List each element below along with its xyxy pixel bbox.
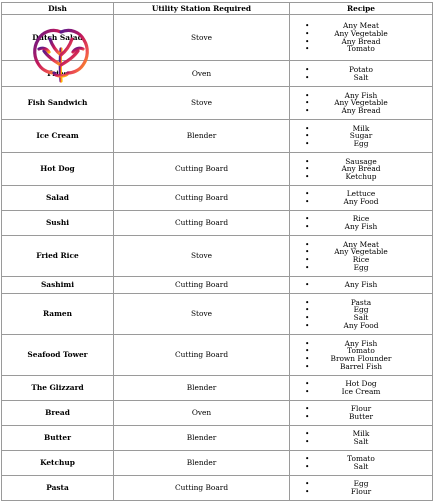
dish-name: Fish Sandwich	[2, 87, 114, 120]
ingredient-item: • Any Food	[290, 322, 432, 330]
ingredient-item: • Hot Dog	[290, 380, 432, 388]
ingredient-item: • Milk	[290, 430, 432, 438]
table-row	[2, 376, 433, 401]
header-station: Utility Station Required	[114, 3, 290, 15]
dish-name: Fried Rice	[2, 236, 114, 277]
recipe-cell	[290, 120, 433, 153]
ingredient-item: • Any Bread	[290, 38, 432, 46]
recipe-cell	[290, 61, 433, 87]
dish-name: The Glizzard	[2, 376, 114, 401]
header-dish: Dish	[2, 3, 114, 15]
ingredient-item: • Salt	[290, 314, 432, 322]
station-name: Stove	[114, 294, 290, 335]
ingredient-item: • Egg	[290, 140, 432, 148]
dish-name: Butter	[2, 426, 114, 451]
table-row	[2, 426, 433, 451]
recipe-list	[290, 66, 432, 81]
table-row	[2, 294, 433, 335]
dish-name: Dutch Salad	[2, 15, 114, 61]
station-name: Stove	[114, 15, 290, 61]
ingredient-item: • Rice	[290, 215, 432, 223]
recipe-list	[290, 340, 432, 370]
ingredient-item: • Any Vegetable	[290, 30, 432, 38]
station-name: Blender	[114, 376, 290, 401]
recipe-cell	[290, 211, 433, 236]
station-name: Stove	[114, 236, 290, 277]
ingredient-item: • Potato	[290, 66, 432, 74]
dish-name: Hot Dog	[2, 153, 114, 186]
ingredient-item: • Pasta	[290, 299, 432, 307]
recipe-list	[290, 158, 432, 181]
recipe-cell	[290, 15, 433, 61]
dish-name: Salad	[2, 186, 114, 211]
station-name: Cutting Board	[114, 153, 290, 186]
ingredient-item: • Any Vegetable	[290, 248, 432, 256]
table-row	[2, 236, 433, 277]
station-name: Oven	[114, 401, 290, 426]
table-row	[2, 186, 433, 211]
recipe-cell	[290, 236, 433, 277]
station-name: Blender	[114, 451, 290, 476]
ingredient-item: • Egg	[290, 306, 432, 314]
table-row	[2, 153, 433, 186]
ingredient-item: • Egg	[290, 480, 432, 488]
recipe-cell	[290, 153, 433, 186]
ingredient-item: • Flour	[290, 488, 432, 496]
recipe-list	[290, 299, 432, 329]
table-row	[2, 87, 433, 120]
header-recipe: Recipe	[290, 3, 433, 15]
ingredient-item: • Tomato	[290, 347, 432, 355]
ingredient-item: • Tomato	[290, 45, 432, 53]
ingredient-item: • Ketchup	[290, 173, 432, 181]
ingredient-item: • Lettuce	[290, 190, 432, 198]
ingredient-item: • Ice Cream	[290, 388, 432, 396]
ingredient-item: • Any Meat	[290, 22, 432, 30]
brain-tree-logo-icon	[30, 25, 92, 87]
station-name: Stove	[114, 87, 290, 120]
recipe-cell	[290, 476, 433, 501]
ingredient-item: • Any Fish	[290, 92, 432, 100]
ingredient-item: • Any Bread	[290, 165, 432, 173]
recipe-list	[290, 125, 432, 148]
recipe-list	[290, 190, 432, 205]
recipe-cell	[290, 186, 433, 211]
ingredient-item: • Barrel Fish	[290, 363, 432, 371]
dish-name: Ice Cream	[2, 120, 114, 153]
ingredient-item: • Any Fish	[290, 340, 432, 348]
ingredient-item: • Butter	[290, 413, 432, 421]
ingredient-item: • Any Meat	[290, 241, 432, 249]
recipe-cell	[290, 277, 433, 294]
station-name: Cutting Board	[114, 277, 290, 294]
recipe-cell	[290, 335, 433, 376]
station-name: Cutting Board	[114, 335, 290, 376]
recipe-list	[290, 405, 432, 420]
table-row	[2, 211, 433, 236]
recipe-cell	[290, 451, 433, 476]
table-row	[2, 120, 433, 153]
dish-name: Sushi	[2, 211, 114, 236]
recipe-cell	[290, 294, 433, 335]
dish-name: Seafood Tower	[2, 335, 114, 376]
recipe-list	[290, 430, 432, 445]
recipe-cell	[290, 426, 433, 451]
recipe-list	[290, 215, 432, 230]
ingredient-item: • Milk	[290, 125, 432, 133]
ingredient-item: • Any Fish	[290, 223, 432, 231]
recipe-list	[290, 380, 432, 395]
station-name: Cutting Board	[114, 476, 290, 501]
station-name: Oven	[114, 61, 290, 87]
ingredient-item: • Sugar	[290, 132, 432, 140]
table-row	[2, 476, 433, 501]
table-row	[2, 451, 433, 476]
ingredient-item: • Egg	[290, 264, 432, 272]
header-row	[2, 3, 433, 15]
dish-name: Fries	[2, 61, 114, 87]
ingredient-item: • Rice	[290, 256, 432, 264]
station-name: Blender	[114, 120, 290, 153]
dish-name: Ramen	[2, 294, 114, 335]
ingredient-item: • Brown Flounder	[290, 355, 432, 363]
recipe-cell	[290, 376, 433, 401]
ingredient-item: • Salt	[290, 463, 432, 471]
dish-name: Bread	[2, 401, 114, 426]
ingredient-item: • Tomato	[290, 455, 432, 463]
recipe-list	[290, 480, 432, 495]
recipe-list	[290, 281, 432, 289]
station-name: Cutting Board	[114, 186, 290, 211]
table-row	[2, 401, 433, 426]
table-row	[2, 277, 433, 294]
station-name: Blender	[114, 426, 290, 451]
dish-name: Pasta	[2, 476, 114, 501]
ingredient-item: • Salt	[290, 438, 432, 446]
dish-name: Ketchup	[2, 451, 114, 476]
recipe-list	[290, 455, 432, 470]
ingredient-item: • Sausage	[290, 158, 432, 166]
ingredient-item: • Flour	[290, 405, 432, 413]
recipe-list	[290, 22, 432, 52]
recipe-cell	[290, 401, 433, 426]
dish-name: Sashimi	[2, 277, 114, 294]
ingredient-item: • Any Fish	[290, 281, 432, 289]
ingredient-item: • Any Bread	[290, 107, 432, 115]
recipe-list	[290, 92, 432, 115]
table-row	[2, 335, 433, 376]
recipe-list	[290, 241, 432, 271]
ingredient-item: • Any Vegetable	[290, 99, 432, 107]
recipe-cell	[290, 87, 433, 120]
ingredient-item: • Salt	[290, 74, 432, 82]
station-name: Cutting Board	[114, 211, 290, 236]
ingredient-item: • Any Food	[290, 198, 432, 206]
